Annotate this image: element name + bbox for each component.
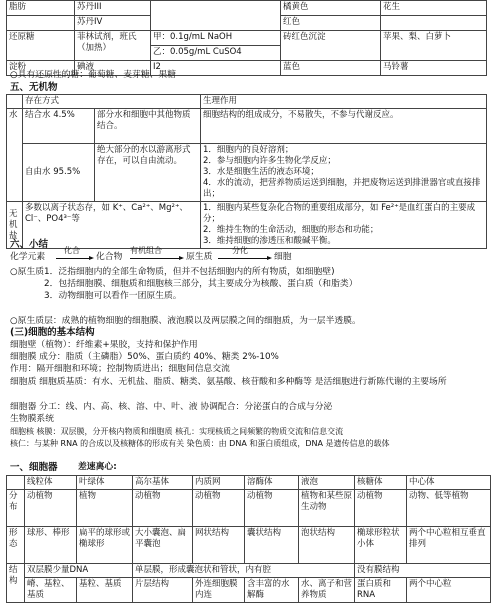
flow-protoplasm: 原生质 bbox=[186, 252, 213, 262]
reducing-sugar-note: ○具有还原性的糖：葡萄糖、麦芽糖、果糖 bbox=[10, 70, 177, 80]
flow-arrow-label: 有机组合 bbox=[130, 246, 162, 255]
table-header-row: 线粒体 叶绿体 高尔基体 内质网 溶酶体 液泡 核糖体 中心体 bbox=[7, 476, 491, 490]
document-page bbox=[6, 0, 494, 603]
structure-line: 生物膜系统 bbox=[10, 414, 54, 424]
structure-line: 细胞质 细胞质基质：有水、无机盐、脂质、糖类、氨基酸、核苷酸和多种酶等 是活细胞进行新陈代谢的主要场所 bbox=[10, 377, 447, 387]
table-row: 苏丹IV 红色 bbox=[7, 16, 487, 31]
structure-line: 细胞壁（植物）：纤维素+果胶，支持和保护作用 bbox=[10, 340, 198, 350]
list-item: 3．动物细胞可以看作一团原生质。 bbox=[44, 291, 182, 301]
table-row: 存在方式 生理作用 bbox=[7, 95, 487, 109]
inorganic-table bbox=[6, 94, 487, 249]
flow-arrow bbox=[218, 258, 270, 259]
flow-compound: 化合物 bbox=[96, 252, 123, 262]
organelle-table bbox=[6, 475, 491, 603]
table-row: 分布 动植物 植物 动植物 动植物 动植物 植物和某些原生动物 动植物 动物、低等植物 bbox=[7, 490, 491, 527]
table-row: 乙：0.05g/mL CuSO4 bbox=[7, 46, 487, 61]
section-subtitle: 差速离心: bbox=[78, 462, 117, 472]
flow-cell: 细胞 bbox=[274, 252, 292, 262]
section-title-structure: (三)细胞的基本结构 bbox=[10, 327, 95, 338]
table-row: 形态 球形、棒形 扁平的球形或椭球形 大小囊泡、扁平囊泡 网状结构 囊状结构 泡状结构 椭球形粒状小体 两个中心粒相互垂直排列 bbox=[7, 527, 491, 564]
list-item: 1．泛指细胞内的全部生命物质，但并不包括细胞内的所有物质，如细胞壁) bbox=[44, 267, 335, 277]
list-item: 2．包括细胞膜、细胞质和细胞核三部分，其主要成分为核酸、蛋白质（和脂类） bbox=[44, 279, 358, 289]
flow-element: 化学元素 bbox=[10, 252, 46, 262]
structure-line: 细胞核 核膜：双层膜，分开核内物质和细胞质 核孔：实现核质之间频繁的物质交流和信息交流 bbox=[10, 427, 344, 436]
table-row: 淀粉 碘液 I2 蓝色 马铃薯 bbox=[7, 61, 487, 76]
structure-line: 细胞器 分工：线、内、高、核、溶、中、叶、液 协调配合：分泌蛋白的合成与分泌 bbox=[10, 402, 333, 412]
protoplast-layer-note: ○原生质层：成熟的植物细胞的细胞膜、液泡膜以及两层膜之间的细胞质，为一层半透膜。 bbox=[10, 316, 361, 326]
section-title-organelles: 一、细胞器 bbox=[10, 462, 58, 473]
table-row: 还原糖 菲林试剂，班氏（加热） 甲：0.1g/mL NaOH 砖红色沉淀 苹果、梨、白萝卜 bbox=[7, 31, 487, 46]
flow-arrow-label: 化合 bbox=[64, 246, 80, 255]
flow-arrow-label: 分化 bbox=[232, 246, 248, 255]
flow-arrow bbox=[56, 258, 92, 259]
table-row: 自由水 95.5% 绝大部分的水以游离形式存在，可以自由流动。 1．细胞内的良好溶剂； 2．参与细胞内许多生物化学反应； 3．水是细胞生活的液态环境； 4．水的流动，把营养物质运送到细胞，并把废物运送到排泄器官或直接排出； bbox=[7, 144, 487, 202]
table-row: 嵴、基粒、基质 基粒、基质 片层结构 外连细胞膜内连 含丰富的水解酶 水、离子和营养物质 蛋白质和 RNA 两个中心粒 bbox=[7, 578, 491, 603]
structure-line: 细胞膜 成分：脂质（主磷脂）50%、蛋白质约 40%、糖类 2%-10% bbox=[10, 352, 279, 362]
structure-line: 作用：隔开细胞和环境；控制物质进出；细胞间信息交流 bbox=[10, 364, 230, 374]
reagent-table bbox=[6, 0, 487, 76]
structure-line: 核仁：与某种 RNA 的合成以及核糖体的形成有关 染色质：由 DNA 和蛋白质组成，DNA 是遗传信息的载体 bbox=[10, 439, 390, 448]
table-row: 脂肪 苏丹III 橘黄色 花生 bbox=[7, 1, 487, 16]
protoplasm-label: ○原生质 bbox=[10, 267, 45, 277]
table-row: 结构 双层膜少量DNA 单层膜，形成囊泡状和管状，内有腔 没有膜结构 bbox=[7, 564, 491, 578]
section-title-inorganic: 五、无机物 bbox=[10, 82, 58, 93]
flow-arrow bbox=[130, 258, 182, 259]
table-row: 水 结合水 4.5% 部分水和细胞中其他物质结合。 细胞结构的组成成分，不易散失，不参与代谢反应。 bbox=[7, 109, 487, 144]
section-title-summary: 六、小结 bbox=[10, 239, 49, 250]
table-row: 无机盐 多数以离子状态存，如 K⁺、Ca²⁺、Mg²⁺、Cl⁻、PO4³⁻等 1．细胞内某些复杂化合物的重要组成部分，如 Fe²⁺是血红蛋白的主要成分； 2．维持生物的生命活动，细胞的形态和功能； 3．维持细胞的渗透压和酸碱平衡。 bbox=[7, 202, 487, 249]
